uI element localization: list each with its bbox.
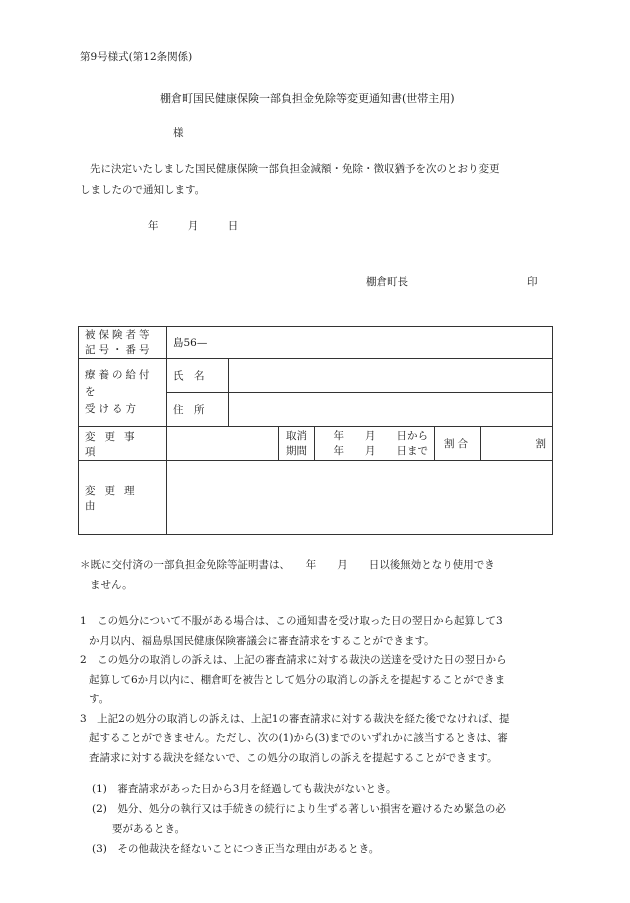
period-label-cell [279,427,315,461]
recipient-label-1: 療養の給付を [85,369,153,398]
issuer-seal: 印 [527,276,538,288]
period-value-cell[interactable] [315,427,435,461]
change-item-label-cell [79,427,167,461]
recipient-label-2: 受ける方 [85,403,139,415]
clause-3-line-1: 3 上記2の処分の取消しの訴えは、上記1の審査請求に対する裁決を経た後でなければ、提 [80,712,510,725]
addressee-suffix: 様 [173,127,184,139]
address-label: 住 所 [173,404,205,416]
address-value-cell[interactable] [229,393,553,427]
subitem-3: (3) その他裁決を経ないことにつき正当な理由があるとき。 [92,843,380,855]
clause-3 [80,710,560,769]
recipient-name-row [79,359,553,393]
insured-label-cell [79,327,167,359]
subitem-2-line-1: (2) 処分、処分の執行又は手続きの続行により生ずる著しい損害を避けるため緊急の必 [92,803,506,815]
intro-line-2: しましたので通知します。 [80,184,206,196]
insured-value-cell[interactable] [167,327,553,359]
reason-value-cell[interactable] [167,461,553,535]
recipient-label-cell [79,359,167,427]
subitems-list [92,779,562,859]
form-number: 第9号様式(第12条関係) [80,51,193,63]
clause-2-line-2: 起算して6か月以内に、棚倉町を被告として処分の取消しの訴えを提起することができま [89,673,506,686]
issuer-title: 棚倉町長 [366,276,408,288]
notice-line-1: ＊既に交付済の一部負担金免除等証明書は、 年 月 日以後無効となり使用でき [80,559,495,571]
ratio-label-cell [435,427,481,461]
date-month: 月 [187,220,199,232]
clause-2 [80,651,560,710]
change-item-label: 変更事項 [85,430,144,458]
change-form-table [78,326,553,535]
reason-row [79,461,553,535]
date-day: 日 [227,220,239,232]
intro-line-1: 先に決定いたしました国民健康保険一部負担金減額・免除・徴収猶予を次のとおり変更 [90,163,500,175]
clause-1 [80,612,560,651]
name-label-cell [167,359,229,393]
address-label-cell [167,393,229,427]
insured-row [79,327,553,359]
name-value-cell[interactable] [229,359,553,393]
notice-text [80,555,560,595]
clause-2-line-1: 2 この処分の取消しの訴えは、上記の審査請求に対する裁決の送達を受けた日の翌日から [80,654,507,666]
subitem-1: (1) 審査請求があった日から3月を経過しても裁決がないとき。 [92,783,397,795]
document-title: 棚倉町国民健康保険一部負担金免除等変更通知書(世帯主用) [160,92,455,105]
period-to: 年 月 日まで [333,444,428,457]
reason-label-cell [79,461,167,535]
subitem-2-line-2: 要があるとき。 [112,823,186,835]
clause-2-line-3: す。 [89,693,110,705]
notice-line-2: ません。 [90,579,133,591]
insured-label-2: 記号・番号 [85,343,153,356]
period-from: 年 月 日から [333,429,428,442]
clauses-list [80,612,560,768]
ratio-unit: 割 [535,438,547,450]
name-label: 氏 名 [173,370,205,382]
period-label-1: 取消 [286,429,307,442]
clause-3-line-3: 査請求に対する裁決を経ないで、この処分の取消しの訴えを提起することができます。 [89,751,498,764]
ratio-value-cell[interactable] [481,427,553,461]
date-year: 年 [148,220,159,232]
insured-label-1: 被保険者等 [85,328,153,341]
insured-number: 島56— [173,337,208,349]
issue-date [148,218,264,233]
period-label-2: 期間 [286,444,307,457]
clause-3-line-2: 起することができません。ただし、次の(1)から(3)までのいずれかに該当するときは、審 [89,732,508,744]
change-item-row [79,427,553,461]
ratio-label: 割合 [444,438,471,450]
clause-1-line-2: か月以内、福島県国民健康保険審議会に審査請求をすることができます。 [89,634,435,647]
intro-text [80,159,560,201]
reason-label: 変更理由 [85,484,144,512]
change-item-value-cell[interactable] [167,427,279,461]
clause-1-line-1: 1 この処分について不服がある場合は、この通知書を受け取った日の翌日から起算して3 [80,615,503,627]
